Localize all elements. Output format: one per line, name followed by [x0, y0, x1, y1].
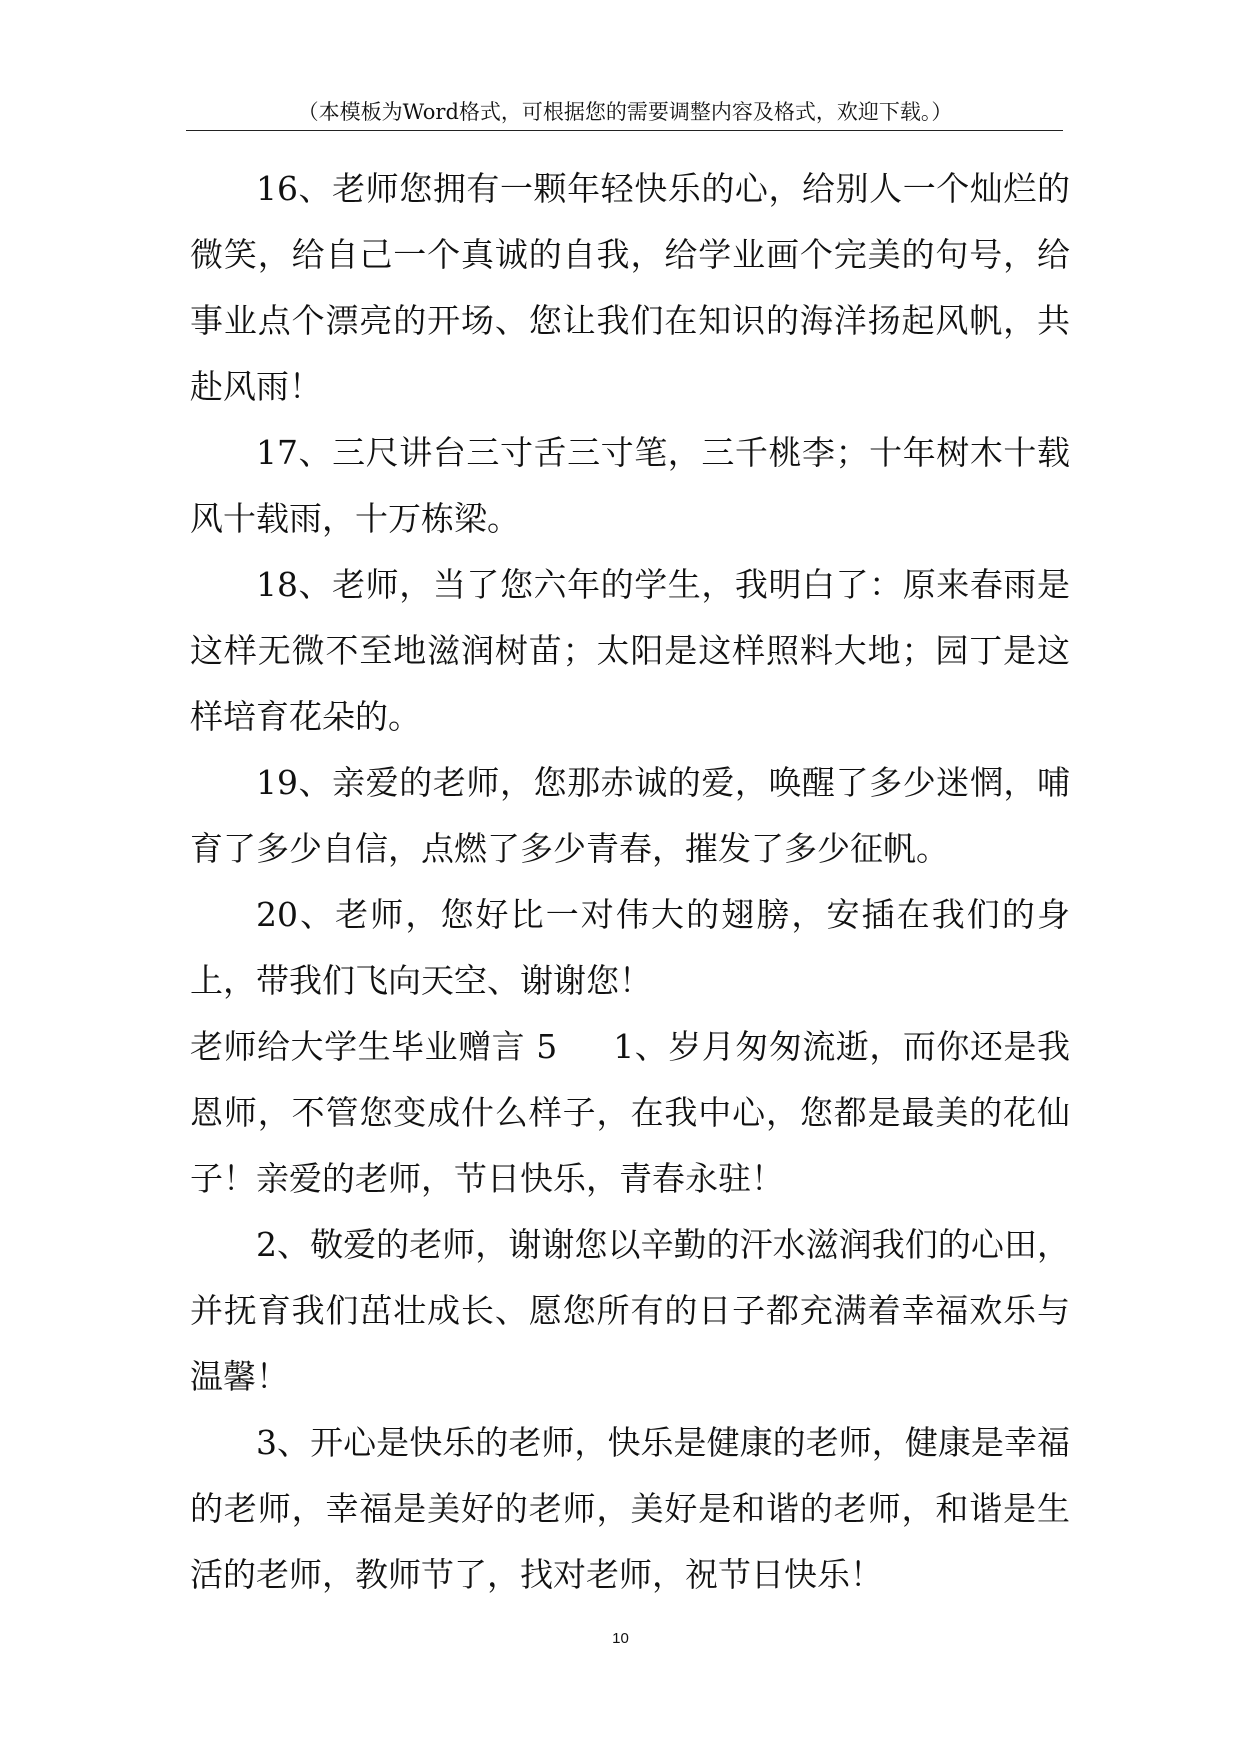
- document-body: [190, 156, 1070, 1608]
- page-number: 10: [612, 1630, 629, 1647]
- paragraph-16: 16、老师您拥有一颗年轻快乐的心，给别人一个灿烂的微笑，给自己一个真诚的自我，给学业画个完美的句号，给事业点个漂亮的开场、您让我们在知识的海洋扬起风帆，共赴风雨！: [190, 169, 1070, 406]
- section-heading: 老师给大学生毕业赠言 5: [190, 1027, 558, 1066]
- section-paragraph: [190, 1014, 1070, 1212]
- paragraph-20: 20、老师，您好比一对伟大的翅膀，安插在我们的身上，带我们飞向天空、谢谢您！: [190, 895, 1070, 1000]
- section-item-3: 3、开心是快乐的老师，快乐是健康的老师，健康是幸福的老师，幸福是美好的老师，美好是和谐的老师，和谐是生活的老师，教师节了，找对老师，祝节日快乐！: [190, 1423, 1070, 1594]
- section-item-1: 1、岁月匆匆流逝，而你还是我恩师，不管您变成什么样子，在我中心，您都是最美的花仙子！亲爱的老师，节日快乐，青春永驻！: [190, 1027, 1070, 1198]
- section-item-2: 2、敬爱的老师，谢谢您以辛勤的汗水滋润我们的心田，并抚育我们茁壮成长、愿您所有的日子都充满着幸福欢乐与温馨！: [190, 1225, 1070, 1396]
- paragraph-17: 17、三尺讲台三寸舌三寸笔，三千桃李；十年树木十载风十载雨，十万栋梁。: [190, 433, 1070, 538]
- header-divider: [186, 130, 1063, 131]
- paragraph-18: 18、老师，当了您六年的学生，我明白了：原来春雨是这样无微不至地滋润树苗；太阳是这样照料大地；园丁是这样培育花朵的。: [190, 565, 1070, 736]
- template-header-note: （本模板为Word格式，可根据您的需要调整内容及格式，欢迎下载。）: [297, 100, 953, 124]
- paragraph-19: 19、亲爱的老师，您那赤诚的爱，唤醒了多少迷惘，哺育了多少自信，点燃了多少青春，摧发了多少征帆。: [190, 763, 1070, 868]
